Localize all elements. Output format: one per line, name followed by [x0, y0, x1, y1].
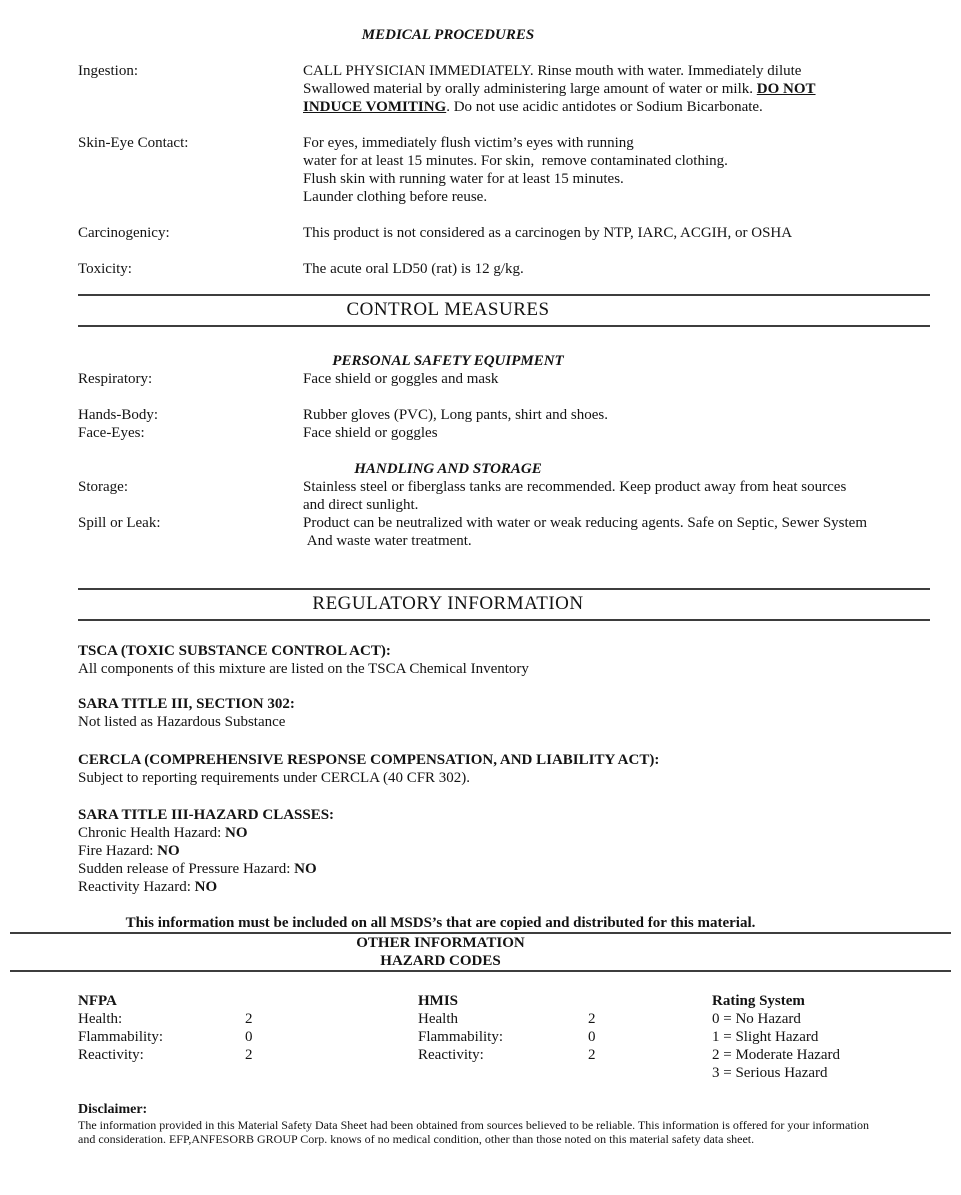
text-segment: Face shield or goggles	[303, 425, 438, 441]
text-line	[78, 1118, 930, 1132]
text-segment: NO	[194, 879, 218, 895]
regulatory-heading-sara-302: SARA TITLE III, SECTION 302:	[78, 696, 295, 712]
text-segment: For eyes, immediately flush victim’s eyes with running	[303, 135, 634, 151]
control-row-respiratory	[78, 370, 930, 388]
row-value-storage	[303, 478, 930, 514]
text-line	[78, 769, 930, 787]
medical-row-skin-eye-contact	[78, 134, 930, 206]
text-line	[303, 224, 930, 242]
text-line	[78, 1132, 930, 1146]
regulatory-text-sara-hazard-classes	[78, 824, 930, 896]
row-label-carcinogenicy: Carcinogenicy:	[78, 225, 170, 241]
rating-slight-hazard: 1 = Slight Hazard	[712, 1029, 819, 1045]
text-line	[303, 424, 930, 442]
text-line	[303, 496, 930, 514]
other-information-title: OTHER INFORMATION	[356, 935, 525, 951]
hazard-codes-title: HAZARD CODES	[380, 953, 501, 969]
text-segment: And waste water treatment.	[303, 533, 472, 549]
hmis-row-health	[418, 1010, 712, 1028]
nfpa-health-value: 2	[245, 1011, 253, 1027]
row-value-toxicity	[303, 260, 930, 278]
section-header-control-measures	[78, 294, 930, 327]
rating-system-column	[712, 992, 930, 1082]
hmis-header: HMIS	[418, 993, 459, 1009]
disclaimer-text	[78, 1118, 930, 1146]
text-segment: INDUCE VOMITING	[303, 99, 447, 115]
nfpa-reactivity-label: Reactivity:	[78, 1047, 144, 1063]
hmis-row-flammability	[418, 1028, 712, 1046]
row-label-storage: Storage:	[78, 479, 128, 495]
text-line	[303, 134, 930, 152]
row-value-respiratory	[303, 370, 930, 388]
row-value-hands-body	[303, 406, 930, 424]
text-segment: Rubber gloves (PVC), Long pants, shirt and shoes.	[303, 407, 608, 423]
text-line	[303, 260, 930, 278]
section-header-regulatory-information	[78, 588, 930, 621]
section-header-regulatory-information-label: REGULATORY INFORMATION	[312, 593, 584, 614]
text-segment: NO	[294, 861, 317, 877]
text-line	[78, 713, 930, 731]
row-label-face-eyes: Face-Eyes:	[78, 425, 145, 441]
regulatory-heading-sara-hazard-classes: SARA TITLE III-HAZARD CLASSES:	[78, 807, 335, 823]
text-segment: Stainless steel or fiberglass tanks are recommended. Keep product away from heat sources	[303, 479, 847, 495]
hmis-health-label: Health	[418, 1011, 458, 1027]
text-segment: Chronic Health Hazard:	[78, 825, 226, 841]
regulatory-block-cercla	[78, 751, 930, 787]
regulatory-block-sara-302	[78, 695, 930, 731]
text-line	[303, 80, 930, 98]
subsection-title-handling-and-storage: HANDLING AND STORAGE	[354, 461, 542, 477]
text-segment: NO	[225, 825, 248, 841]
text-line	[303, 406, 930, 424]
rating-serious-hazard: 3 = Serious Hazard	[712, 1065, 828, 1081]
rating-moderate-hazard: 2 = Moderate Hazard	[712, 1047, 840, 1063]
rating-system-header: Rating System	[712, 993, 805, 1009]
regulatory-heading-tsca: TSCA (TOXIC SUBSTANCE CONTROL ACT):	[78, 643, 391, 659]
text-segment: Flush skin with running water for at least 15 minutes.	[303, 171, 624, 187]
text-line	[303, 152, 930, 170]
nfpa-header: NFPA	[78, 993, 117, 1009]
disclaimer-heading: Disclaimer:	[78, 1102, 148, 1117]
text-segment: Product can be neutralized with water or weak reducing agents. Safe on Septic, Sewer System	[303, 515, 867, 531]
text-line	[78, 878, 930, 896]
msds-distribution-notice: This information must be included on all MSDS’s that are copied and distributed for this material.	[125, 915, 756, 931]
text-line	[303, 370, 930, 388]
control-row-hands-body	[78, 406, 930, 424]
control-row-face-eyes	[78, 424, 930, 442]
subsection-title-personal-safety-equipment: PERSONAL SAFETY EQUIPMENT	[332, 353, 564, 369]
text-line	[303, 170, 930, 188]
row-value-ingestion	[303, 62, 930, 116]
text-segment: NO	[157, 843, 180, 859]
text-line	[303, 62, 930, 80]
text-segment: Face shield or goggles and mask	[303, 371, 499, 387]
medical-row-ingestion	[78, 62, 930, 116]
nfpa-flammability-label: Flammability:	[78, 1029, 163, 1045]
nfpa-row-flammability	[78, 1028, 418, 1046]
text-segment: Launder clothing before reuse.	[303, 189, 488, 205]
row-label-spill-or-leak: Spill or Leak:	[78, 515, 161, 531]
text-line	[303, 514, 930, 532]
text-segment: Reactivity Hazard:	[78, 879, 195, 895]
text-segment: This product is not considered as a carcinogen by NTP, IARC, ACGIH, or OSHA	[303, 225, 793, 241]
text-segment: and direct sunlight.	[303, 497, 419, 513]
text-segment: Not listed as Hazardous Substance	[78, 714, 286, 730]
text-segment: DO NOT	[756, 81, 816, 97]
nfpa-row-health	[78, 1010, 418, 1028]
hmis-row-reactivity	[418, 1046, 712, 1064]
nfpa-reactivity-value: 2	[245, 1047, 253, 1063]
row-label-skin-eye-contact: Skin-Eye Contact:	[78, 135, 189, 151]
text-segment: . Do not use acidic antidotes or Sodium Bicarbonate.	[446, 99, 763, 115]
section-header-control-measures-label: CONTROL MEASURES	[346, 299, 550, 320]
nfpa-column	[78, 992, 418, 1082]
text-line	[303, 98, 930, 116]
text-segment: and consideration. EFP,ANFESORB GROUP Corp. knows of no medical condition, other than those noted on this material safety data sheet.	[78, 1132, 755, 1146]
row-label-hands-body: Hands-Body:	[78, 407, 158, 423]
hmis-health-value: 2	[588, 1011, 596, 1027]
text-line	[78, 860, 930, 878]
nfpa-flammability-value: 0	[245, 1029, 253, 1045]
row-label-toxicity: Toxicity:	[78, 261, 132, 277]
text-segment: The acute oral LD50 (rat) is 12 g/kg.	[303, 261, 524, 277]
regulatory-text-tsca	[78, 660, 930, 678]
regulatory-text-sara-302	[78, 713, 930, 731]
text-line	[303, 532, 930, 550]
hazard-codes-table	[78, 992, 930, 1082]
text-line	[303, 188, 930, 206]
row-value-face-eyes	[303, 424, 930, 442]
text-segment: Fire Hazard:	[78, 843, 158, 859]
nfpa-health-label: Health:	[78, 1011, 123, 1027]
regulatory-block-sara-hazard-classes	[78, 806, 930, 896]
text-segment: water for at least 15 minutes. For skin, remove contaminated clothing.	[303, 153, 728, 169]
text-line	[303, 478, 930, 496]
regulatory-heading-cercla: CERCLA (COMPREHENSIVE RESPONSE COMPENSATION, AND LIABILITY ACT):	[78, 752, 660, 768]
hmis-reactivity-value: 2	[588, 1047, 596, 1063]
hmis-flammability-value: 0	[588, 1029, 596, 1045]
section-title-medical-procedures: MEDICAL PROCEDURES	[361, 27, 535, 43]
text-line	[78, 824, 930, 842]
text-segment: All components of this mixture are listed on the TSCA Chemical Inventory	[78, 661, 529, 677]
text-segment: Swallowed material by orally administering large amount of water or milk.	[303, 81, 757, 97]
text-segment: The information provided in this Material Safety Data Sheet had been obtained from sources believed to be reliable. This information is offered for your information	[78, 1118, 869, 1132]
hmis-flammability-label: Flammability:	[418, 1029, 503, 1045]
row-label-ingestion: Ingestion:	[78, 63, 138, 79]
medical-row-carcinogenicy	[78, 224, 930, 242]
regulatory-block-tsca	[78, 642, 930, 678]
hmis-reactivity-label: Reactivity:	[418, 1047, 484, 1063]
text-segment: Sudden release of Pressure Hazard:	[78, 861, 295, 877]
medical-row-toxicity	[78, 260, 930, 278]
row-value-carcinogenicy	[303, 224, 930, 242]
nfpa-row-reactivity	[78, 1046, 418, 1064]
row-label-respiratory: Respiratory:	[78, 371, 153, 387]
text-line	[78, 660, 930, 678]
rating-no-hazard: 0 = No Hazard	[712, 1011, 801, 1027]
disclaimer-block	[78, 1101, 930, 1146]
control-row-spill-or-leak	[78, 514, 930, 550]
text-segment: Subject to reporting requirements under CERCLA (40 CFR 302).	[78, 770, 471, 786]
row-value-skin-eye-contact	[303, 134, 930, 206]
row-value-spill-or-leak	[303, 514, 930, 550]
text-line	[78, 842, 930, 860]
regulatory-text-cercla	[78, 769, 930, 787]
control-row-storage	[78, 478, 930, 514]
text-segment: CALL PHYSICIAN IMMEDIATELY. Rinse mouth with water. Immediately dilute	[303, 63, 802, 79]
divider-line	[10, 970, 951, 972]
hmis-column	[418, 992, 712, 1082]
